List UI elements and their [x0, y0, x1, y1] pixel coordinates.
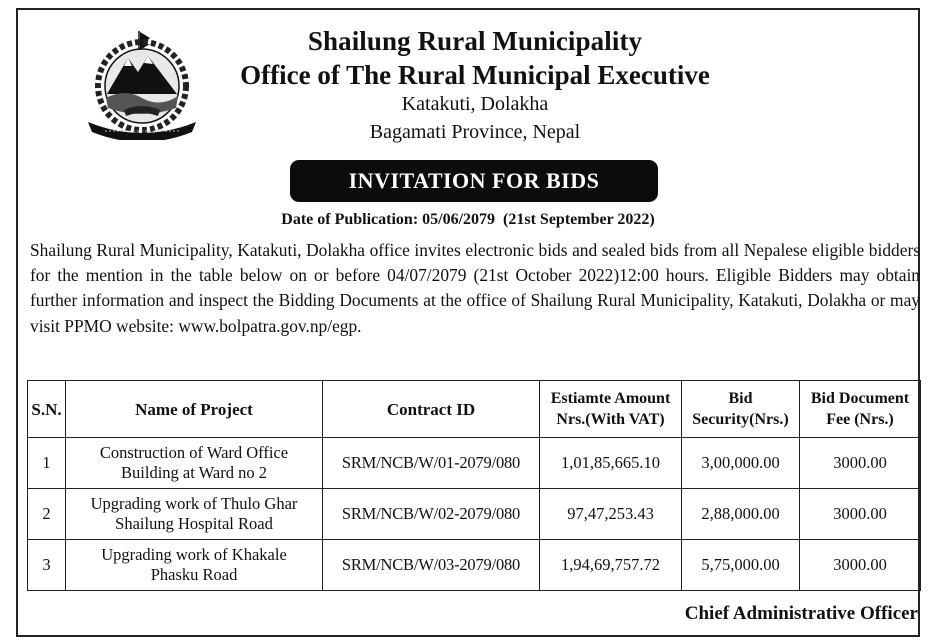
signatory-title: Chief Administrative Officer: [684, 603, 918, 624]
notice-body: Shailung Rural Municipality, Katakuti, Dolakha office invites electronic bids and sealed bids from all Nepalese eligible bidders for the mention in the table below on or before 04/07/2079 (21st October 2022)12:00 hours. Eligible Bidders may obtain further information and inspect the Bidding Documents at the office of Shailung Rural Municipality, Katakuti, Dolakha or may visit PPMO website: www.bolpatra.gov.np/egp.: [30, 240, 920, 336]
header-fee-line1: Bid Document: [810, 390, 910, 407]
cell-security: 3,00,000.00: [682, 438, 800, 489]
cell-estimate: 1,01,85,665.10: [540, 438, 682, 489]
project-line2: Shailung Hospital Road: [115, 514, 273, 533]
publication-date: Date of Publication: 05/06/2079 (21st September 2022): [281, 211, 655, 228]
project-line2: Phasku Road: [150, 565, 238, 584]
header-estimate-line1: Estiamte Amount: [550, 390, 671, 407]
cell-project: [66, 438, 323, 489]
project-line1: Upgrading work of Thulo Ghar: [90, 494, 298, 513]
office-province: Bagamati Province, Nepal: [369, 121, 581, 143]
table-header-row: [28, 381, 921, 438]
notice-title-banner: INVITATION FOR BIDS: [290, 160, 658, 202]
header-sn: S.N.: [28, 381, 66, 438]
office-address: Katakuti, Dolakha: [401, 93, 549, 115]
cell-fee: 3000.00: [800, 489, 921, 540]
header-estimate-line2: Nrs.(With VAT): [556, 411, 665, 428]
header-fee-line2: Fee (Nrs.): [826, 411, 894, 428]
cell-security: 2,88,000.00: [682, 489, 800, 540]
header-security-line2: Security(Nrs.): [692, 411, 789, 428]
header-contract-id: Contract ID: [323, 381, 540, 438]
cell-project: [66, 489, 323, 540]
cell-fee: 3000.00: [800, 540, 921, 591]
header-estimate: [540, 381, 682, 438]
bids-table: [27, 380, 921, 591]
header-project: Name of Project: [66, 381, 323, 438]
cell-sn: 3: [28, 540, 66, 591]
header-fee: [800, 381, 921, 438]
project-line1: Upgrading work of Khakale: [101, 545, 287, 564]
cell-contract-id: SRM/NCB/W/01-2079/080: [323, 438, 540, 489]
cell-estimate: 97,47,253.43: [540, 489, 682, 540]
cell-security: 5,75,000.00: [682, 540, 800, 591]
table-row: [28, 489, 921, 540]
cell-sn: 1: [28, 438, 66, 489]
table-row: [28, 540, 921, 591]
header-security-line1: Bid: [728, 390, 753, 407]
project-line2: Building at Ward no 2: [121, 463, 267, 482]
office-name: Office of The Rural Municipal Executive: [240, 60, 710, 90]
cell-estimate: 1,94,69,757.72: [540, 540, 682, 591]
header-security: [682, 381, 800, 438]
nepal-government-emblem-icon: [80, 28, 204, 140]
cell-sn: 2: [28, 489, 66, 540]
table-row: [28, 438, 921, 489]
cell-fee: 3000.00: [800, 438, 921, 489]
cell-contract-id: SRM/NCB/W/03-2079/080: [323, 540, 540, 591]
municipality-name: Shailung Rural Municipality: [307, 26, 643, 56]
cell-project: [66, 540, 323, 591]
cell-contract-id: SRM/NCB/W/02-2079/080: [323, 489, 540, 540]
project-line1: Construction of Ward Office: [99, 443, 289, 462]
